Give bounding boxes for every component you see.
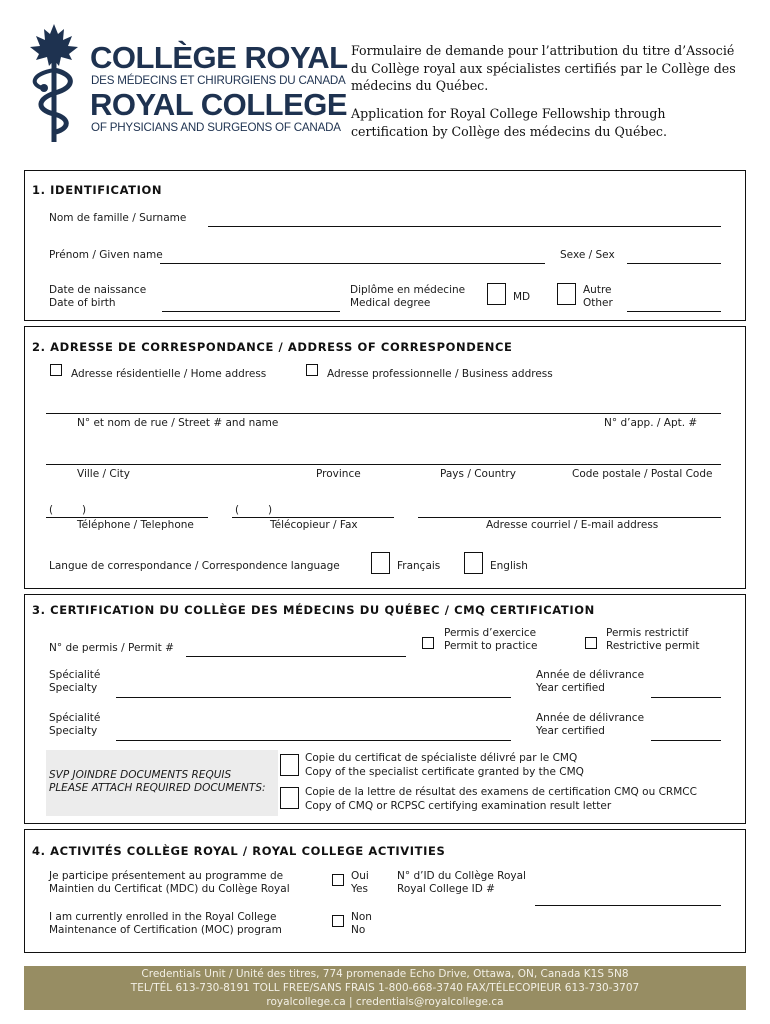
no-label-en: No [351,924,366,936]
degree-label-en: Medical degree [350,297,431,309]
logo-fr-title: COLLÈGE ROYAL [90,40,348,75]
fax-label: Télécopieur / Fax [270,519,358,531]
section-4-title: 4. ACTIVITÉS COLLÈGE ROYAL / ROYAL COLLEGE ACTIVITIES [32,844,446,858]
sex-field[interactable] [627,263,721,264]
yes-label-fr: Oui [351,870,369,882]
logo-en-subtitle: OF PHYSICIANS AND SURGEONS OF CANADA [91,121,341,134]
heading-en: Application for Royal College Fellowship through certification by Collège des médecins du Québec. [351,106,667,139]
doc1-label-fr: Copie du certificat de spécialiste délivré par le CMQ [305,752,578,764]
other-degree-checkbox[interactable] [557,283,576,305]
practice-label-en: Permit to practice [444,640,538,652]
country-label: Pays / Country [440,468,516,480]
specialty-1-label-fr: Spécialité [49,669,101,681]
dob-field[interactable] [162,311,340,312]
year-1-label-fr: Année de délivrance [536,669,645,681]
footer [24,966,746,1010]
specialty-2-field[interactable] [116,740,511,741]
fax-area-close: ) [268,504,273,516]
dob-label-fr: Date de naissance [49,284,147,296]
fax-field[interactable] [232,517,394,518]
email-field[interactable] [418,517,721,518]
postal-code-label: Code postale / Postal Code [572,468,713,480]
other-label-fr: Autre [583,284,612,296]
french-checkbox[interactable] [371,552,390,574]
phone-area-close: ) [82,504,87,516]
doc1-label-en: Copy of the specialist certificate granted by the CMQ [305,766,584,778]
apt-label: N° d’app. / Apt. # [604,417,698,429]
mdc-label-line2: Maintien du Certificat (MDC) du Collège Royal [49,883,290,895]
doc-specialist-certificate-checkbox[interactable] [280,754,299,776]
email-label: Adresse courriel / E-mail address [486,519,659,531]
rc-id-label-fr: N° d’ID du Collège Royal [397,870,526,882]
mdc-yes-checkbox[interactable] [332,874,344,886]
permit-label: N° de permis / Permit # [49,642,174,654]
note-en: PLEASE ATTACH REQUIRED DOCUMENTS: [49,782,266,794]
section-1-title: 1. IDENTIFICATION [32,183,163,197]
restrictive-label-fr: Permis restrictif [606,627,689,639]
md-checkbox[interactable] [487,283,506,305]
fax-area-open: ( [235,504,240,516]
city-label: Ville / City [77,468,130,480]
permit-to-practice-checkbox[interactable] [422,637,434,649]
attach-documents-note [46,750,278,816]
degree-label-fr: Diplôme en médecine [350,284,466,296]
no-label-fr: Non [351,911,372,923]
street-field[interactable] [46,413,721,414]
phone-area-open: ( [49,504,54,516]
footer-phone: TEL/TÉL 613-730-8191 TOLL FREE/SANS FRAIS 1-800-668-3740 FAX/TÉLECOPIEUR 613-730-3707 [130,982,640,994]
english-checkbox[interactable] [464,552,483,574]
specialty-1-field[interactable] [116,697,511,698]
permit-field[interactable] [186,656,406,657]
surname-label: Nom de famille / Surname [49,212,187,224]
section-3-title: 3. CERTIFICATION DU COLLÈGE DES MÉDECINS DU QUÉBEC / CMQ CERTIFICATION [32,603,595,617]
note-fr: SVP JOINDRE DOCUMENTS REQUIS [49,769,232,781]
given-name-label: Prénom / Given name [49,249,163,261]
home-address-label: Adresse résidentielle / Home address [71,368,267,380]
section-2-title: 2. ADRESSE DE CORRESPONDANCE / ADDRESS OF CORRESPONDENCE [32,340,513,354]
doc2-label-fr: Copie de la lettre de résultat des examens de certification CMQ ou CRMCC [305,786,697,798]
section-address [24,326,746,589]
english-label: English [490,560,528,572]
restrictive-label-en: Restrictive permit [606,640,700,652]
rc-id-label-en: Royal College ID # [397,883,495,895]
restrictive-permit-checkbox[interactable] [585,637,597,649]
logo-fr-subtitle: DES MÉDECINS ET CHIRURGIENS DU CANADA [91,74,346,87]
specialty-2-label-fr: Spécialité [49,712,101,724]
doc2-label-en: Copy of CMQ or RCPSC certifying examination result letter [305,800,612,812]
phone-field[interactable] [46,517,208,518]
practice-label-fr: Permis d’exercice [444,627,537,639]
year-2-label-fr: Année de délivrance [536,712,645,724]
other-degree-field[interactable] [627,311,721,312]
city-province-field[interactable] [46,464,721,465]
french-label: Français [397,560,441,572]
year-2-label-en: Year certified [536,725,605,737]
home-address-checkbox[interactable] [50,364,62,376]
md-label: MD [513,291,531,303]
footer-address: Credentials Unit / Unité des titres, 774 promenade Echo Drive, Ottawa, ON, Canada K1S 5N8 [141,968,629,980]
specialty-1-label-en: Specialty [49,682,98,694]
business-address-checkbox[interactable] [306,364,318,376]
specialty-2-label-en: Specialty [49,725,98,737]
moc-label-line2: Maintenance of Certification (MOC) program [49,924,282,936]
footer-web-email[interactable]: royalcollege.ca | credentials@royalcollege.ca [266,996,504,1008]
street-label: N° et nom de rue / Street # and name [77,417,279,429]
moc-no-checkbox[interactable] [332,915,344,927]
given-name-field[interactable] [160,263,545,264]
province-label: Province [316,468,361,480]
year-1-field[interactable] [651,697,721,698]
other-label-en: Other [583,297,613,309]
doc-exam-result-checkbox[interactable] [280,787,299,809]
language-label: Langue de correspondance / Correspondence language [49,560,340,572]
caduceus-maple-leaf-icon [22,22,86,146]
mdc-label-line1: Je participe présentement au programme de [49,870,284,882]
year-1-label-en: Year certified [536,682,605,694]
logo-en-title: ROYAL COLLEGE [90,87,348,122]
yes-label-en: Yes [351,883,368,895]
dob-label-en: Date of birth [49,297,116,309]
moc-label-line1: I am currently enrolled in the Royal College [49,911,277,923]
rc-id-field[interactable] [535,905,721,906]
year-2-field[interactable] [651,740,721,741]
sex-label: Sexe / Sex [560,249,615,261]
surname-field[interactable] [208,226,721,227]
business-address-label: Adresse professionnelle / Business address [327,368,553,380]
heading-fr: Formulaire de demande pour l’attribution du titre d’Associé du Collège royal aux spécialistes certifiés par le Collège des médecins du Québec. [351,43,736,93]
phone-label: Téléphone / Telephone [77,519,194,531]
